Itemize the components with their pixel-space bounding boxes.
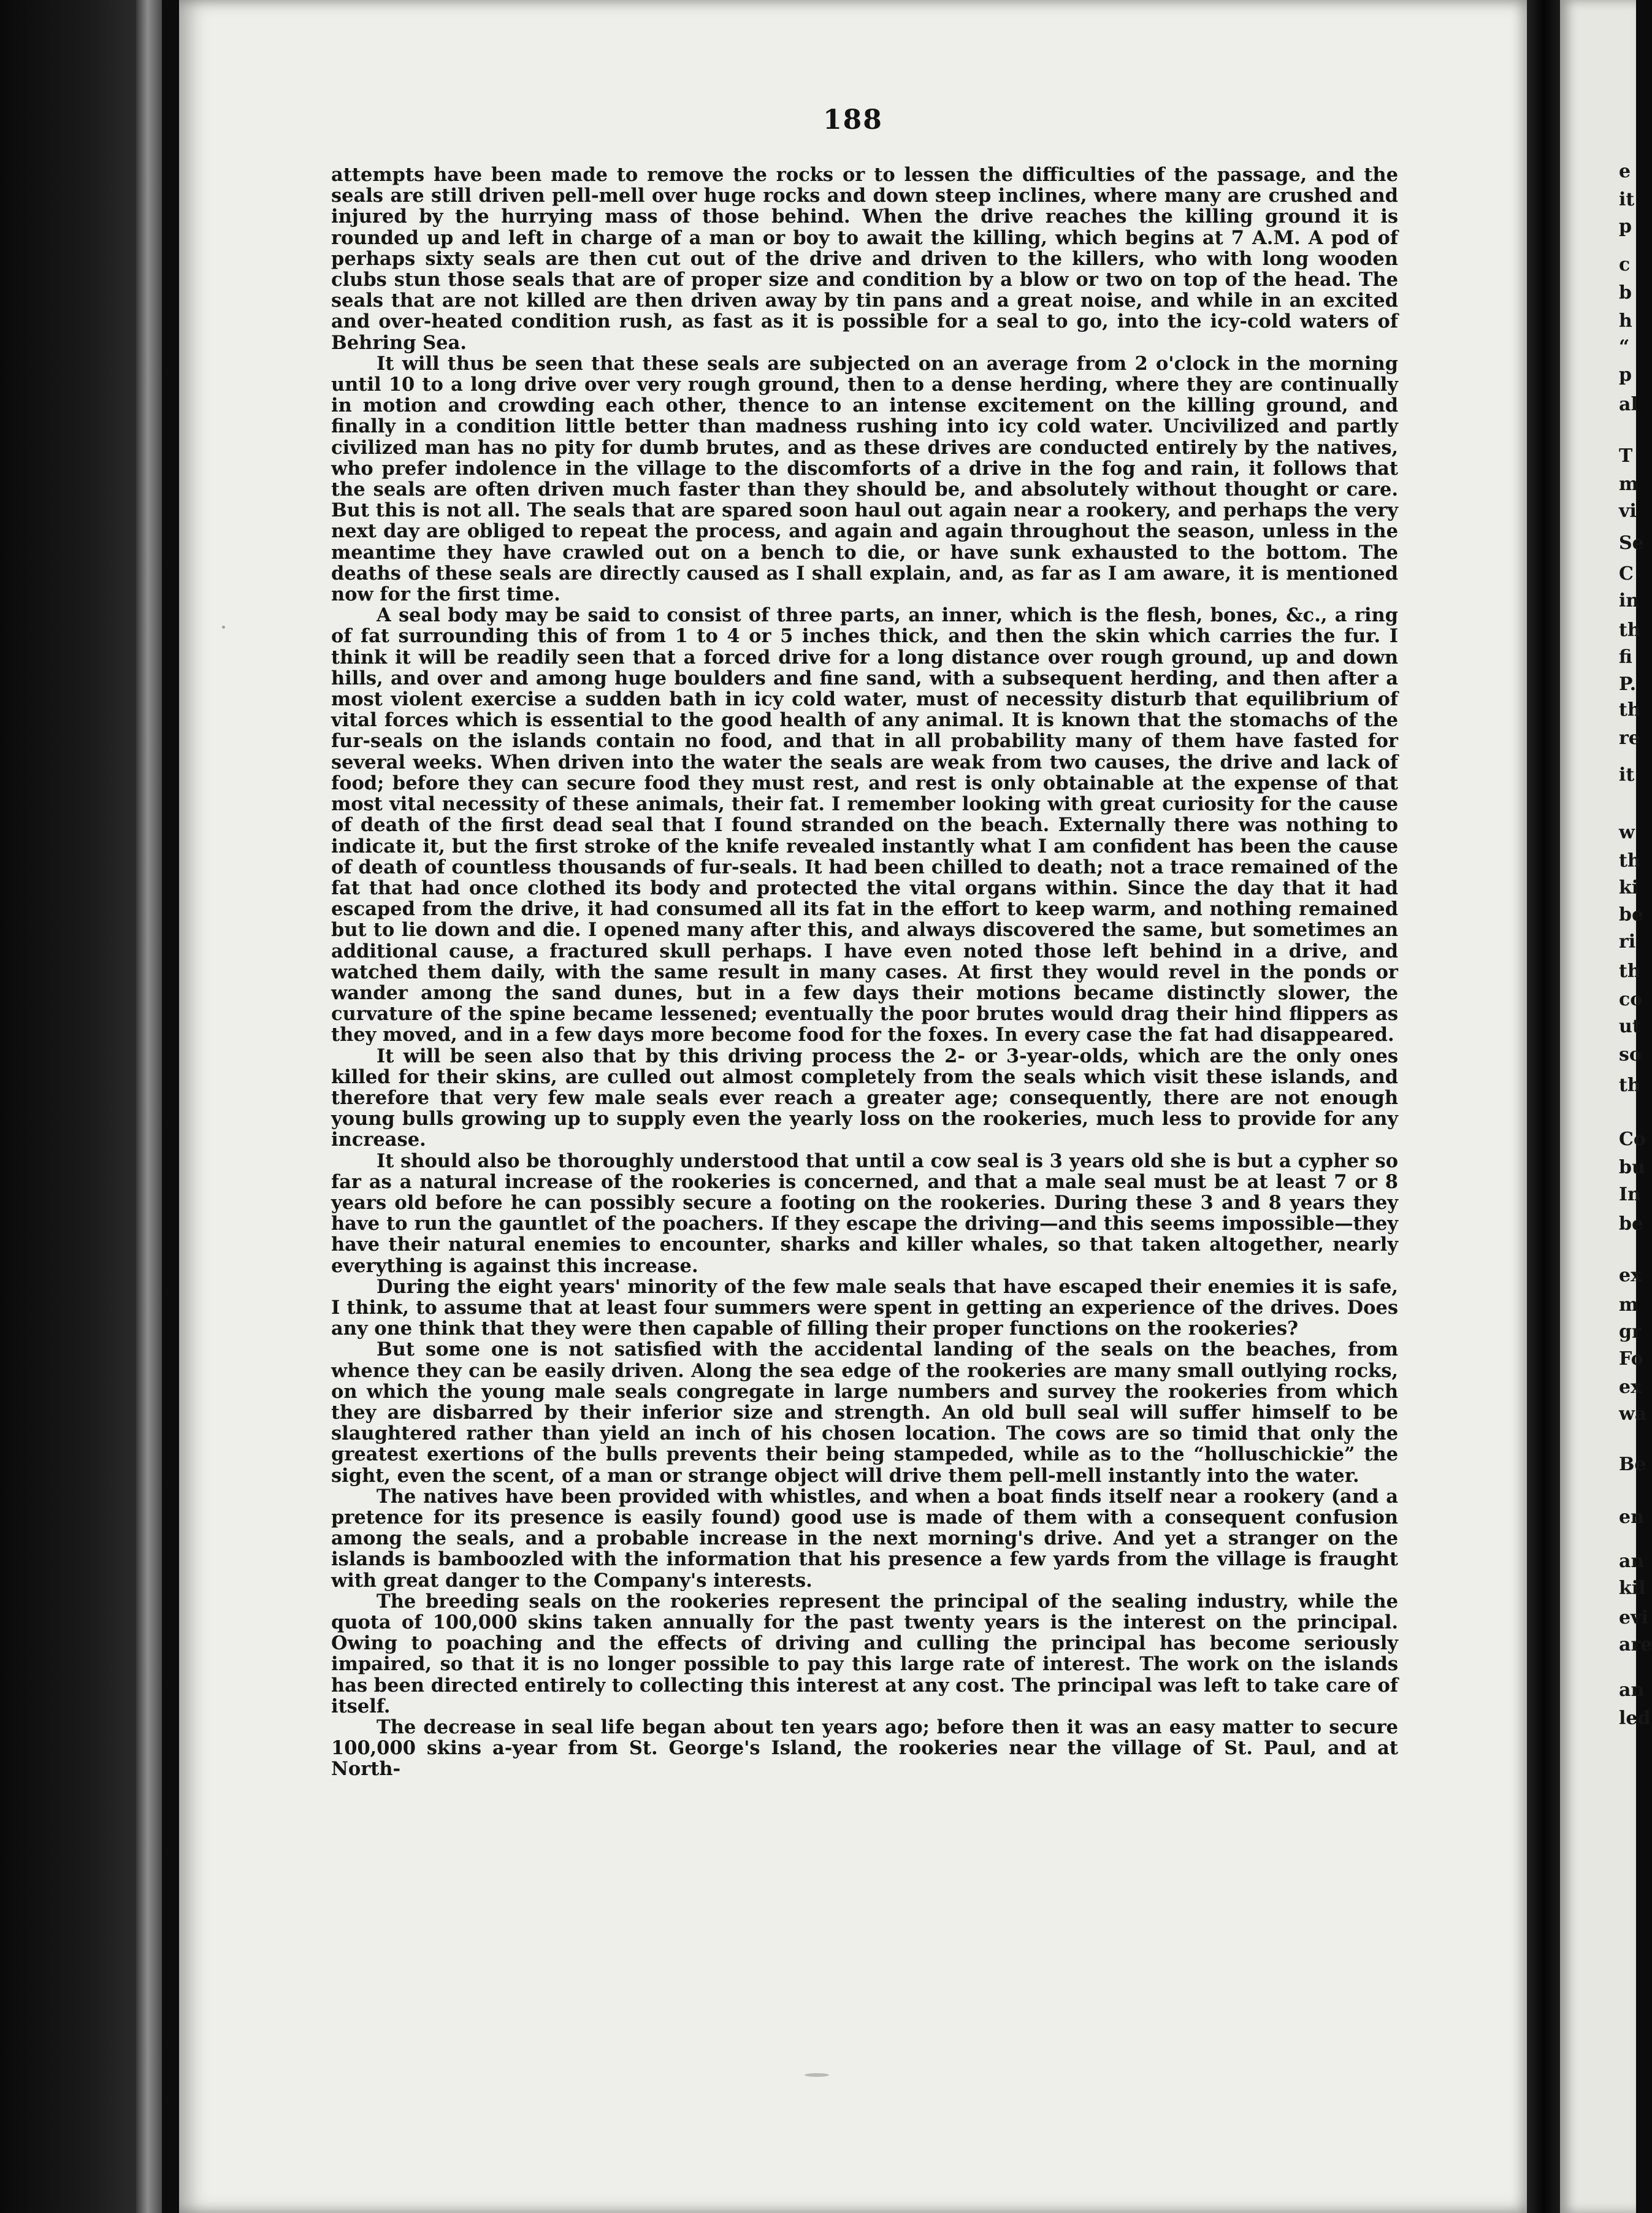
facing-page-fragment: th	[1619, 699, 1641, 721]
book-page	[179, 0, 1527, 2213]
book-binding-edge	[136, 0, 162, 2213]
facing-page-fragment: p	[1619, 364, 1632, 386]
facing-page-fragment: led	[1619, 1708, 1651, 1729]
facing-page-fragment: bu	[1619, 1157, 1645, 1178]
facing-page-fragment: are	[1619, 1634, 1652, 1655]
facing-page-fragment: evi	[1619, 1607, 1648, 1628]
facing-page-fragment: T	[1619, 445, 1633, 467]
facing-page-fragment: c	[1619, 254, 1631, 275]
facing-page-fragment: ut	[1619, 1016, 1641, 1037]
facing-page-fragment: th	[1619, 619, 1641, 641]
facing-page-fragment: m	[1619, 1294, 1639, 1316]
facing-page-fragment: ex	[1619, 1376, 1642, 1398]
facing-page-fragment: “	[1619, 336, 1630, 358]
facing-page-fragment: Co	[1619, 1129, 1646, 1150]
facing-page-fragment: Se	[1619, 532, 1644, 554]
facing-page-fragment: th	[1619, 961, 1641, 982]
paragraph: The natives have been provided with whistles, and when a boat finds itself near a rookery (and a pretence for its presence is easily found) good use is made of them with a consequent confusion among the seals, and a probable increase in the next morning's drive. And yet a stranger on the islands is bamboozled with the information that his presence a few yards from the village is fraught with great danger to the Company's interests.	[331, 1485, 1398, 1592]
facing-page-fragment: so	[1619, 1044, 1642, 1065]
facing-page-fragment: C	[1619, 563, 1634, 585]
paragraph: It will thus be seen that these seals are subjected on an average from 2 o'clock in the morning until 10 to a long drive over very rough ground, then to a dense herding, where they are continually in motion and crowding each other, thence to an intense excitement on the killing ground, and finally in a condition little better than madness rushing into icy cold water. Uncivilized and partly civilized man has no pity for dumb brutes, and as these drives are conducted entirely by the natives, who prefer indolence in the village to the discomforts of a drive in the fog and rain, it follows that the seals are often driven much faster than they should be, and absolutely without thought or care. But this is not all. The seals that are spared soon haul out again near a rookery, and perhaps the very next day are obliged to repeat the process, and again and again throughout the season, unless in the meantime they have crawled out on a bench to die, or have sunk exhausted to the bottom. The deaths of these seals are directly caused as I shall explain, and, as far as I am aware, it is mentioned now for the first time.	[331, 352, 1398, 606]
facing-page-fragment: al	[1619, 394, 1638, 415]
facing-page-fragment: ki	[1619, 877, 1639, 899]
paragraph: During the eight years' minority of the few male seals that have escaped their enemies it is safe, I think, to assume that at least four summers were spent in getting an experience of the drives. Does any one think that they were then capable of filling their proper functions on the rookeries?	[331, 1275, 1398, 1340]
facing-page-fragment: ex	[1619, 1265, 1642, 1286]
facing-page-fragment: h	[1619, 310, 1632, 332]
facing-page-fragment: e	[1619, 161, 1631, 182]
scan-left-margin	[0, 0, 159, 2213]
facing-page-fragment: In	[1619, 1184, 1641, 1205]
facing-page-fragment: an	[1619, 1679, 1645, 1701]
facing-page-fragment: th	[1619, 850, 1641, 872]
facing-page-fragment: be	[1619, 904, 1644, 926]
scan-speck	[222, 626, 225, 629]
facing-page-fragment: be	[1619, 1213, 1644, 1235]
paragraph: It will be seen also that by this driving process the 2- or 3-year-olds, which are the only ones killed for their skins, are culled out almost completely from the seals which visit these islands, and therefore that very few male seals ever reach a greater age; consequently, there are not enough young bulls growing up to supply even the yearly loss on the rookeries, much less to provide for any increase.	[331, 1045, 1398, 1151]
facing-page-fragment: in	[1619, 590, 1640, 612]
facing-page-fragment: fi	[1619, 646, 1632, 668]
facing-page-fragment: an	[1619, 1551, 1645, 1572]
scan-speck	[805, 2073, 829, 2077]
facing-page-fragment: P.	[1619, 673, 1637, 695]
paragraph: attempts have been made to remove the rocks or to lessen the difficulties of the passage, and the seals are still driven pell-mell over huge rocks and down steep inclines, where many are crushed and injured by the hurrying mass of those behind. When the drive reaches the killing ground it is rounded up and left in charge of a man or boy to await the killing, which begins at 7 A.M. A pod of perhaps sixty seals are then cut out of the drive and driven to the killers, who with long wooden clubs stun those seals that are of proper size and condition by a blow or two on top of the head. The seals that are not killed are then driven away by tin pans and a great noise, and while in an excited and over-heated condition rush, as fast as it is possible for a seal to go, into the icy-cold waters of Behring Sea.	[331, 164, 1398, 354]
paragraph: A seal body may be said to consist of three parts, an inner, which is the flesh, bones, &c., a ring of fat surrounding this of from 1 to 4 or 5 inches thick, and then the skin which carries the fur. I think it will be readily seen that a forced drive for a long distance over rough ground, up and down hills, and over and among huge boulders and fine sand, with a subsequent herding, and then after a most violent exercise a sudden bath in icy cold water, must of necessity disturb that equilibrium of vital forces which is essential to the good health of any animal. It is known that the stomachs of the fur-seals on the islands contain no food, and that in all probability many of them have fasted for several weeks. When driven into the water the seals are weak from two causes, the drive and lack of food; before they can secure food they must rest, and rest is only obtainable at the expense of that most vital necessity of these animals, their fat. I remember looking with great curiosity for the cause of death of the first dead seal that I found stranded on the beach. Externally there was nothing to indicate it, but the first stroke of the knife revealed instantly what I am confident has been the cause of death of countless thousands of fur-seals. It had been chilled to death; not a trace remained of the fat that had once clothed its body and protected the vital organs within. Since the day that it had escaped from the drive, it had consumed all its fat in the effort to keep warm, and nothing remained but to lie down and die. I opened many after this, and always discovered the same, but sometimes an additional cause, a fractured skull perhaps. I have even noted those left behind in a drive, and watched them daily, with the same result in many cases. At first they would revel in the ponds or wander among the sand dunes, but in a few days their motions became distinctly slower, the curvature of the spine became lessened; eventually the poor brutes would drag their hind flippers as they moved, and in a few days more become food for the foxes. In every case the fat had disappeared.	[331, 604, 1398, 1046]
facing-page-fragment: wa	[1619, 1403, 1647, 1425]
facing-page-fragment: Be	[1619, 1454, 1646, 1475]
facing-page-fragment: co	[1619, 989, 1643, 1010]
facing-page-fragment: b	[1619, 282, 1632, 304]
facing-page-fragment: Fo	[1619, 1348, 1643, 1370]
facing-page-fragment: gr	[1619, 1321, 1642, 1343]
facing-page-fragment: it	[1619, 764, 1635, 786]
facing-page-fragment: th	[1619, 1075, 1641, 1096]
facing-page-fragment: w	[1619, 822, 1635, 843]
page-number: 188	[823, 104, 883, 136]
paragraph: It should also be thoroughly understood that until a cow seal is 3 years old she is but a cypher so far as a natural increase of the rookeries is concerned, and that a male seal must be at least 7 or 8 years old before he can possibly secure a footing on the rookeries. During these 3 and 8 years they have to run the gauntlet of the poachers. If they escape the driving—and this seems impossible—they have their natural enemies to encounter, sharks and killer whales, so that taken altogether, nearly everything is against this increase.	[331, 1149, 1398, 1277]
facing-page-fragment: m	[1619, 474, 1639, 495]
facing-page-fragment: re	[1619, 727, 1640, 749]
book-gutter	[1527, 0, 1560, 2213]
facing-page-fragment: ri	[1619, 931, 1636, 953]
paragraph: The decrease in seal life began about ten years ago; before then it was an easy matter to secure 100,000 skins a-year from St. George's Island, the rookeries near the village of St. Paul, and at North-	[331, 1716, 1398, 1781]
paragraph: But some one is not satisfied with the accidental landing of the seals on the beaches, from whence they can be easily driven. Along the sea edge of the rookeries are many small outlying rocks, on which the young male seals congregate in large numbers and survey the rookeries from which they are disbarred by their inferior size and strength. An old bull seal will suffer himself to be slaughtered rather than yield an inch of his chosen location. The cows are so timid that only the greatest exertions of the bulls prevents their being stampeded, while as to the “holluschickie” the sight, even the scent, of a man or strange object will drive them pell-mell instantly into the water.	[331, 1338, 1398, 1487]
facing-page-fragment: kil	[1619, 1578, 1646, 1599]
body-text	[331, 164, 1398, 1780]
facing-page-fragment: en	[1619, 1506, 1644, 1528]
paragraph: The breeding seals on the rookeries represent the principal of the sealing industry, while the quota of 100,000 skins taken annually for the past twenty years is the interest on the principal. Owing to poaching and the effects of driving and culling the principal has become seriously impaired, so that it is no longer possible to pay this large rate of interest. The work on the islands has been directed entirely to collecting this interest at any cost. The principal was left to take care of itself.	[331, 1590, 1398, 1717]
facing-page-fragment: vi	[1619, 501, 1637, 522]
facing-page-fragment: p	[1619, 216, 1632, 237]
facing-page-fragment: it	[1619, 189, 1635, 210]
facing-page	[1560, 0, 1652, 2213]
